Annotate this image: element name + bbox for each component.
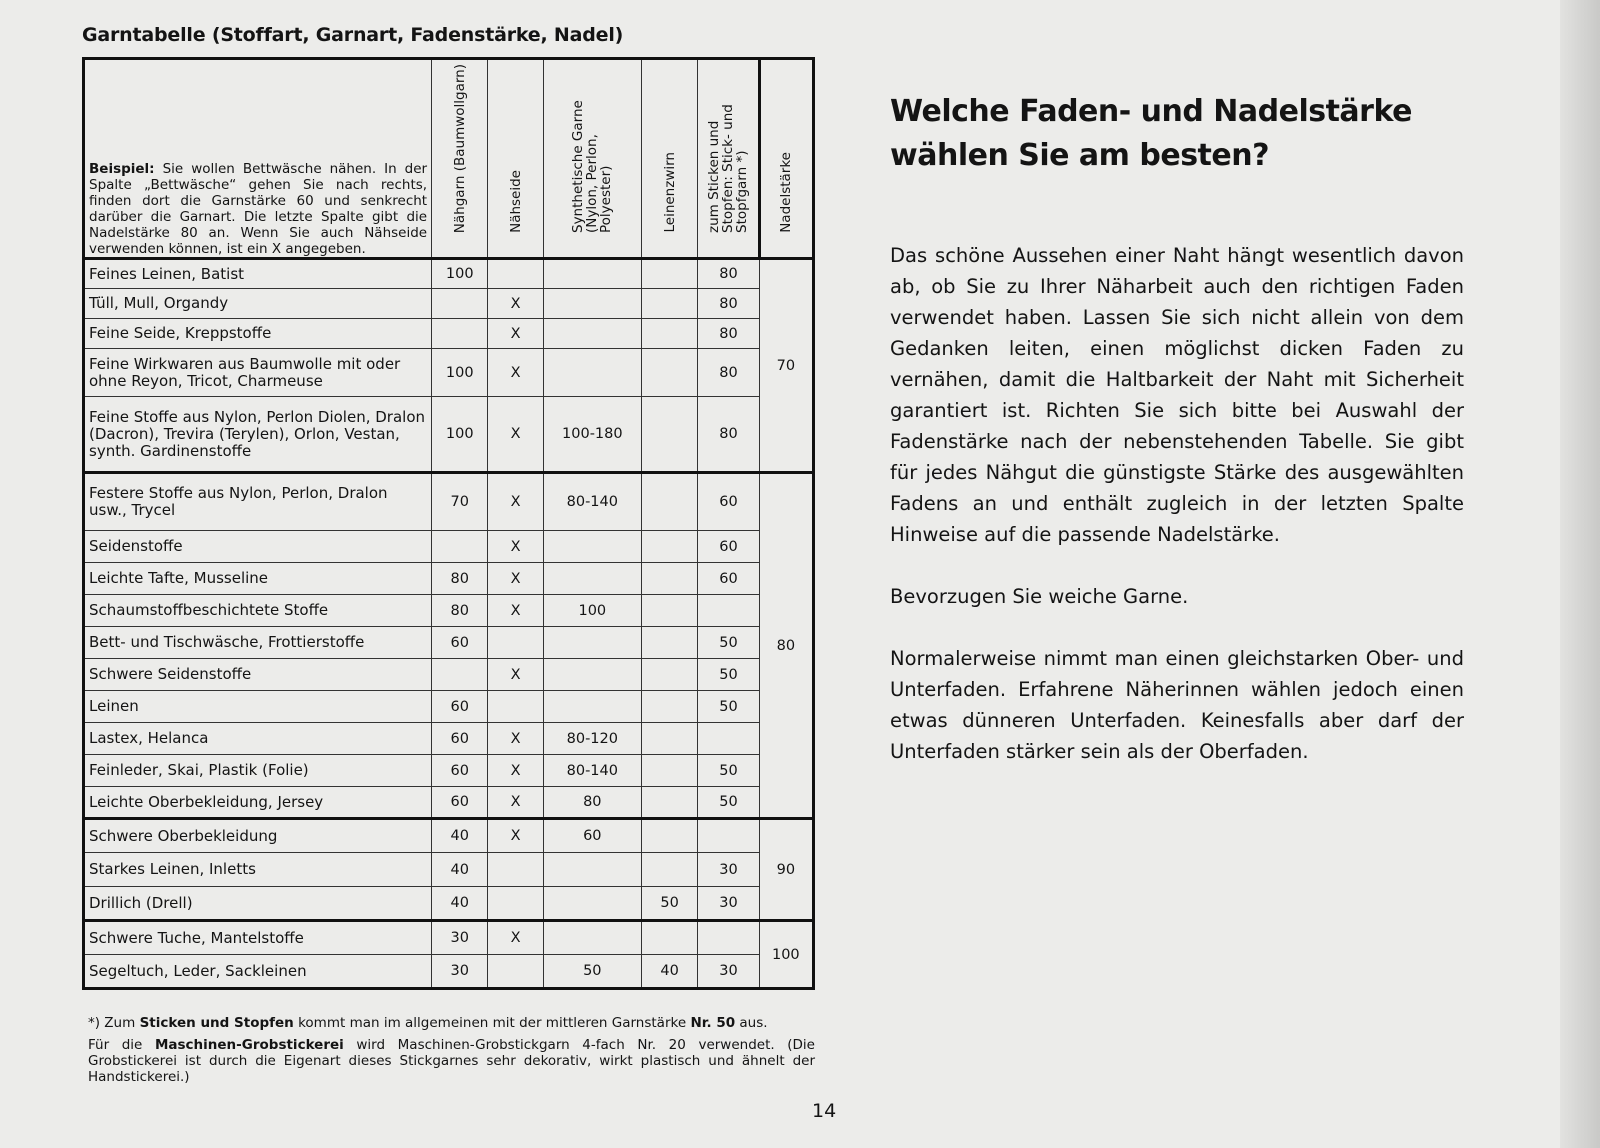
fabric-name-cell: Feines Leinen, Batist [84, 259, 432, 289]
synthetische-garne-cell: 80-140 [543, 473, 641, 531]
synthetische-garne-cell [543, 627, 641, 659]
table-row [84, 319, 814, 349]
sticken-stopfen-cell: 60 [698, 563, 759, 595]
yarn-table [82, 57, 815, 990]
table-row [84, 723, 814, 755]
page-edge-shadow [1560, 0, 1600, 1148]
sticken-stopfen-cell: 80 [698, 259, 759, 289]
fabric-name-cell: Feinleder, Skai, Plastik (Folie) [84, 755, 432, 787]
leinenzwirn-cell [641, 595, 697, 627]
naehseide-cell: X [488, 319, 543, 349]
heading-line-1: Welche Faden- und Nadelstärke [890, 94, 1412, 129]
example-label: Beispiel: [89, 161, 155, 177]
sticken-stopfen-cell: 60 [698, 473, 759, 531]
needle-size-cell: 90 [759, 819, 813, 921]
leinenzwirn-cell [641, 473, 697, 531]
naehgarn-cell: 80 [432, 563, 488, 595]
synthetische-garne-cell [543, 531, 641, 563]
naehseide-cell: X [488, 723, 543, 755]
fabric-name-cell: Segeltuch, Leder, Sackleinen [84, 955, 432, 989]
paragraph-bobbin-thread: Normalerweise nimmt man einen gleichstarken Ober- und Unterfaden. Erfahrene Näherinnen wählen jedoch einen etwas dünneren Unterfaden. Keinesfalls aber darf der Unterfaden stärker sein als der Oberfaden. [890, 647, 1464, 763]
example-cell [84, 59, 432, 259]
leinenzwirn-cell [641, 627, 697, 659]
table-row [84, 659, 814, 691]
leinenzwirn-cell [641, 691, 697, 723]
sticken-stopfen-cell: 50 [698, 755, 759, 787]
sticken-stopfen-cell: 80 [698, 349, 759, 397]
synthetische-garne-cell [543, 921, 641, 955]
synthetische-garne-cell [543, 691, 641, 723]
table-row [84, 819, 814, 853]
leinenzwirn-cell [641, 259, 697, 289]
sticken-stopfen-cell: 50 [698, 627, 759, 659]
table-row [84, 921, 814, 955]
sticken-stopfen-cell: 30 [698, 853, 759, 887]
synthetische-garne-cell: 60 [543, 819, 641, 853]
leinenzwirn-cell [641, 723, 697, 755]
naehseide-cell: X [488, 659, 543, 691]
naehgarn-cell: 60 [432, 787, 488, 819]
column-header-naehgarn: Nähgarn (Baumwollgarn) [432, 59, 488, 259]
fabric-name-cell: Leinen [84, 691, 432, 723]
naehgarn-cell: 30 [432, 955, 488, 989]
leinenzwirn-cell [641, 921, 697, 955]
sticken-stopfen-cell: 50 [698, 659, 759, 691]
column-header-nadelstaerke: Nadelstärke [759, 59, 813, 259]
naehseide-cell [488, 259, 543, 289]
synthetische-garne-cell: 50 [543, 955, 641, 989]
table-row [84, 787, 814, 819]
fabric-name-cell: Leichte Oberbekleidung, Jersey [84, 787, 432, 819]
table-row [84, 853, 814, 887]
fabric-name-cell: Drillich (Drell) [84, 887, 432, 921]
naehgarn-cell: 30 [432, 921, 488, 955]
needle-size-cell: 70 [759, 259, 813, 473]
leinenzwirn-cell: 40 [641, 955, 697, 989]
fabric-name-cell: Festere Stoffe aus Nylon, Perlon, Dralon usw., Trycel [84, 473, 432, 531]
fabric-name-cell: Feine Stoffe aus Nylon, Perlon Diolen, Dralon (Dacron), Trevira (Terylen), Orlon, Vestan, synth. Gardinenstoffe [84, 397, 432, 473]
needle-size-cell: 100 [759, 921, 813, 989]
synthetische-garne-cell [543, 259, 641, 289]
table-row [84, 691, 814, 723]
yarn-table-container [82, 57, 815, 1009]
sticken-stopfen-cell [698, 819, 759, 853]
naehgarn-cell: 40 [432, 819, 488, 853]
naehgarn-cell [432, 289, 488, 319]
fabric-name-cell: Schwere Tuche, Mantelstoffe [84, 921, 432, 955]
fabric-name-cell: Schwere Seidenstoffe [84, 659, 432, 691]
naehgarn-cell: 60 [432, 691, 488, 723]
naehseide-cell [488, 955, 543, 989]
naehgarn-cell: 100 [432, 397, 488, 473]
naehgarn-cell [432, 319, 488, 349]
fabric-name-cell: Bett- und Tischwäsche, Frottierstoffe [84, 627, 432, 659]
synthetische-garne-cell: 100 [543, 595, 641, 627]
footnote-grobstickerei: Für die Maschinen-Grobstickerei wird Maschinen-Grobstickgarn 4-fach Nr. 20 verwendet. (Die Grobstickerei ist durch die Eigenart dieses Stickgarnes sehr dekorativ, wirkt plastisch und ähnelt der Handstickerei.) [88, 1037, 815, 1085]
needle-size-cell: 80 [759, 473, 813, 819]
naehseide-cell: X [488, 755, 543, 787]
table-row [84, 473, 814, 531]
naehseide-cell [488, 853, 543, 887]
naehgarn-cell: 100 [432, 259, 488, 289]
leinenzwirn-cell [641, 397, 697, 473]
naehgarn-cell: 60 [432, 627, 488, 659]
footnotes [88, 1015, 815, 1091]
table-row [84, 595, 814, 627]
leinenzwirn-cell [641, 289, 697, 319]
fabric-name-cell: Feine Wirkwaren aus Baumwolle mit oder ohne Reyon, Tricot, Charmeuse [84, 349, 432, 397]
sticken-stopfen-cell: 60 [698, 531, 759, 563]
synthetische-garne-cell: 80-140 [543, 755, 641, 787]
sticken-stopfen-cell: 80 [698, 397, 759, 473]
heading-line-2: wählen Sie am besten? [890, 138, 1270, 173]
table-header-row [84, 59, 814, 259]
naehgarn-cell: 80 [432, 595, 488, 627]
naehseide-cell: X [488, 563, 543, 595]
synthetische-garne-cell [543, 289, 641, 319]
table-body [84, 259, 814, 989]
naehgarn-cell [432, 531, 488, 563]
naehseide-cell: X [488, 819, 543, 853]
naehseide-cell [488, 887, 543, 921]
leinenzwirn-cell [641, 787, 697, 819]
leinenzwirn-cell [641, 319, 697, 349]
example-text: Sie wollen Bettwäsche nähen. In der Spalte „Bettwäsche“ gehen Sie nach rechts, finden dort die Garnstärke 60 und senkrecht darüber die Garnart. Die letzte Spalte gibt die Nadelstärke 80 an. Wenn Sie auch Nähseide verwenden können, ist ein X angegeben. [89, 161, 428, 257]
table-row [84, 289, 814, 319]
fabric-name-cell: Schaumstoffbeschichtete Stoffe [84, 595, 432, 627]
section-heading [890, 90, 1450, 178]
fabric-name-cell: Schwere Oberbekleidung [84, 819, 432, 853]
table-row [84, 627, 814, 659]
leinenzwirn-cell: 50 [641, 887, 697, 921]
naehgarn-cell [432, 659, 488, 691]
sticken-stopfen-cell [698, 921, 759, 955]
leinenzwirn-cell [641, 349, 697, 397]
column-header-naehseide: Nähseide [488, 59, 543, 259]
leinenzwirn-cell [641, 819, 697, 853]
synthetische-garne-cell: 80 [543, 787, 641, 819]
fabric-name-cell: Seidenstoffe [84, 531, 432, 563]
table-row [84, 531, 814, 563]
paragraph-intro: Das schöne Aussehen einer Naht hängt wesentlich davon ab, ob Sie zu Ihrer Näharbeit auch den richtigen Faden verwendet haben. Lassen Sie sich nicht allein von dem Gedanken leiten, einen möglichst dicken Faden zu vernähen, damit die Haltbarkeit der Naht mit Sicherheit garantiert ist. Richten Sie sich bitte bei Auswahl der Fadenstärke nach der nebenstehenden Tabelle. Sie gibt für jedes Nähgut die günstigste Stärke des ausgewählten Fadens an und enthält zugleich in der letzten Spalte Hinweise auf die passende Nadelstärke. [890, 244, 1464, 546]
column-header-synthetische-garne: Synthetische Garne (Nylon, Perlon, Polyester) [543, 59, 641, 259]
leinenzwirn-cell [641, 853, 697, 887]
column-header-leinenzwirn: Leinenzwirn [641, 59, 697, 259]
table-row [84, 563, 814, 595]
paragraph-soft-yarns: Bevorzugen Sie weiche Garne. [890, 585, 1189, 608]
sticken-stopfen-cell [698, 595, 759, 627]
sticken-stopfen-cell: 30 [698, 955, 759, 989]
table-row [84, 397, 814, 473]
synthetische-garne-cell: 80-120 [543, 723, 641, 755]
leinenzwirn-cell [641, 531, 697, 563]
table-title: Garntabelle (Stoffart, Garnart, Fadenstärke, Nadel) [82, 24, 624, 46]
page-number: 14 [812, 1100, 837, 1122]
synthetische-garne-cell [543, 853, 641, 887]
naehgarn-cell: 60 [432, 755, 488, 787]
naehseide-cell [488, 627, 543, 659]
sticken-stopfen-cell: 50 [698, 787, 759, 819]
fabric-name-cell: Tüll, Mull, Organdy [84, 289, 432, 319]
naehgarn-cell: 70 [432, 473, 488, 531]
synthetische-garne-cell [543, 887, 641, 921]
naehgarn-cell: 40 [432, 853, 488, 887]
fabric-name-cell: Leichte Tafte, Musseline [84, 563, 432, 595]
sticken-stopfen-cell [698, 723, 759, 755]
fabric-name-cell: Lastex, Helanca [84, 723, 432, 755]
fabric-name-cell: Starkes Leinen, Inletts [84, 853, 432, 887]
leinenzwirn-cell [641, 563, 697, 595]
naehseide-cell: X [488, 595, 543, 627]
sticken-stopfen-cell: 80 [698, 289, 759, 319]
naehseide-cell: X [488, 397, 543, 473]
naehgarn-cell: 60 [432, 723, 488, 755]
synthetische-garne-cell [543, 349, 641, 397]
leinenzwirn-cell [641, 659, 697, 691]
body-text [890, 240, 1464, 798]
leinenzwirn-cell [641, 755, 697, 787]
synthetische-garne-cell: 100-180 [543, 397, 641, 473]
sticken-stopfen-cell: 50 [698, 691, 759, 723]
naehseide-cell: X [488, 349, 543, 397]
synthetische-garne-cell [543, 563, 641, 595]
naehseide-cell: X [488, 787, 543, 819]
naehseide-cell: X [488, 531, 543, 563]
naehgarn-cell: 40 [432, 887, 488, 921]
table-row [84, 349, 814, 397]
sticken-stopfen-cell: 80 [698, 319, 759, 349]
table-row [84, 755, 814, 787]
naehseide-cell [488, 691, 543, 723]
footnote-sticken: *) Zum Sticken und Stopfen kommt man im allgemeinen mit der mittleren Garnstärke Nr. 50 aus. [88, 1015, 768, 1031]
naehgarn-cell: 100 [432, 349, 488, 397]
table-row [84, 259, 814, 289]
table-row [84, 887, 814, 921]
synthetische-garne-cell [543, 659, 641, 691]
synthetische-garne-cell [543, 319, 641, 349]
column-header-sticken-stopfen: zum Sticken und Stopfen: Stick- und Stopfgarn *) [698, 59, 759, 259]
table-row [84, 955, 814, 989]
naehseide-cell: X [488, 473, 543, 531]
naehseide-cell: X [488, 289, 543, 319]
naehseide-cell: X [488, 921, 543, 955]
sticken-stopfen-cell: 30 [698, 887, 759, 921]
fabric-name-cell: Feine Seide, Kreppstoffe [84, 319, 432, 349]
